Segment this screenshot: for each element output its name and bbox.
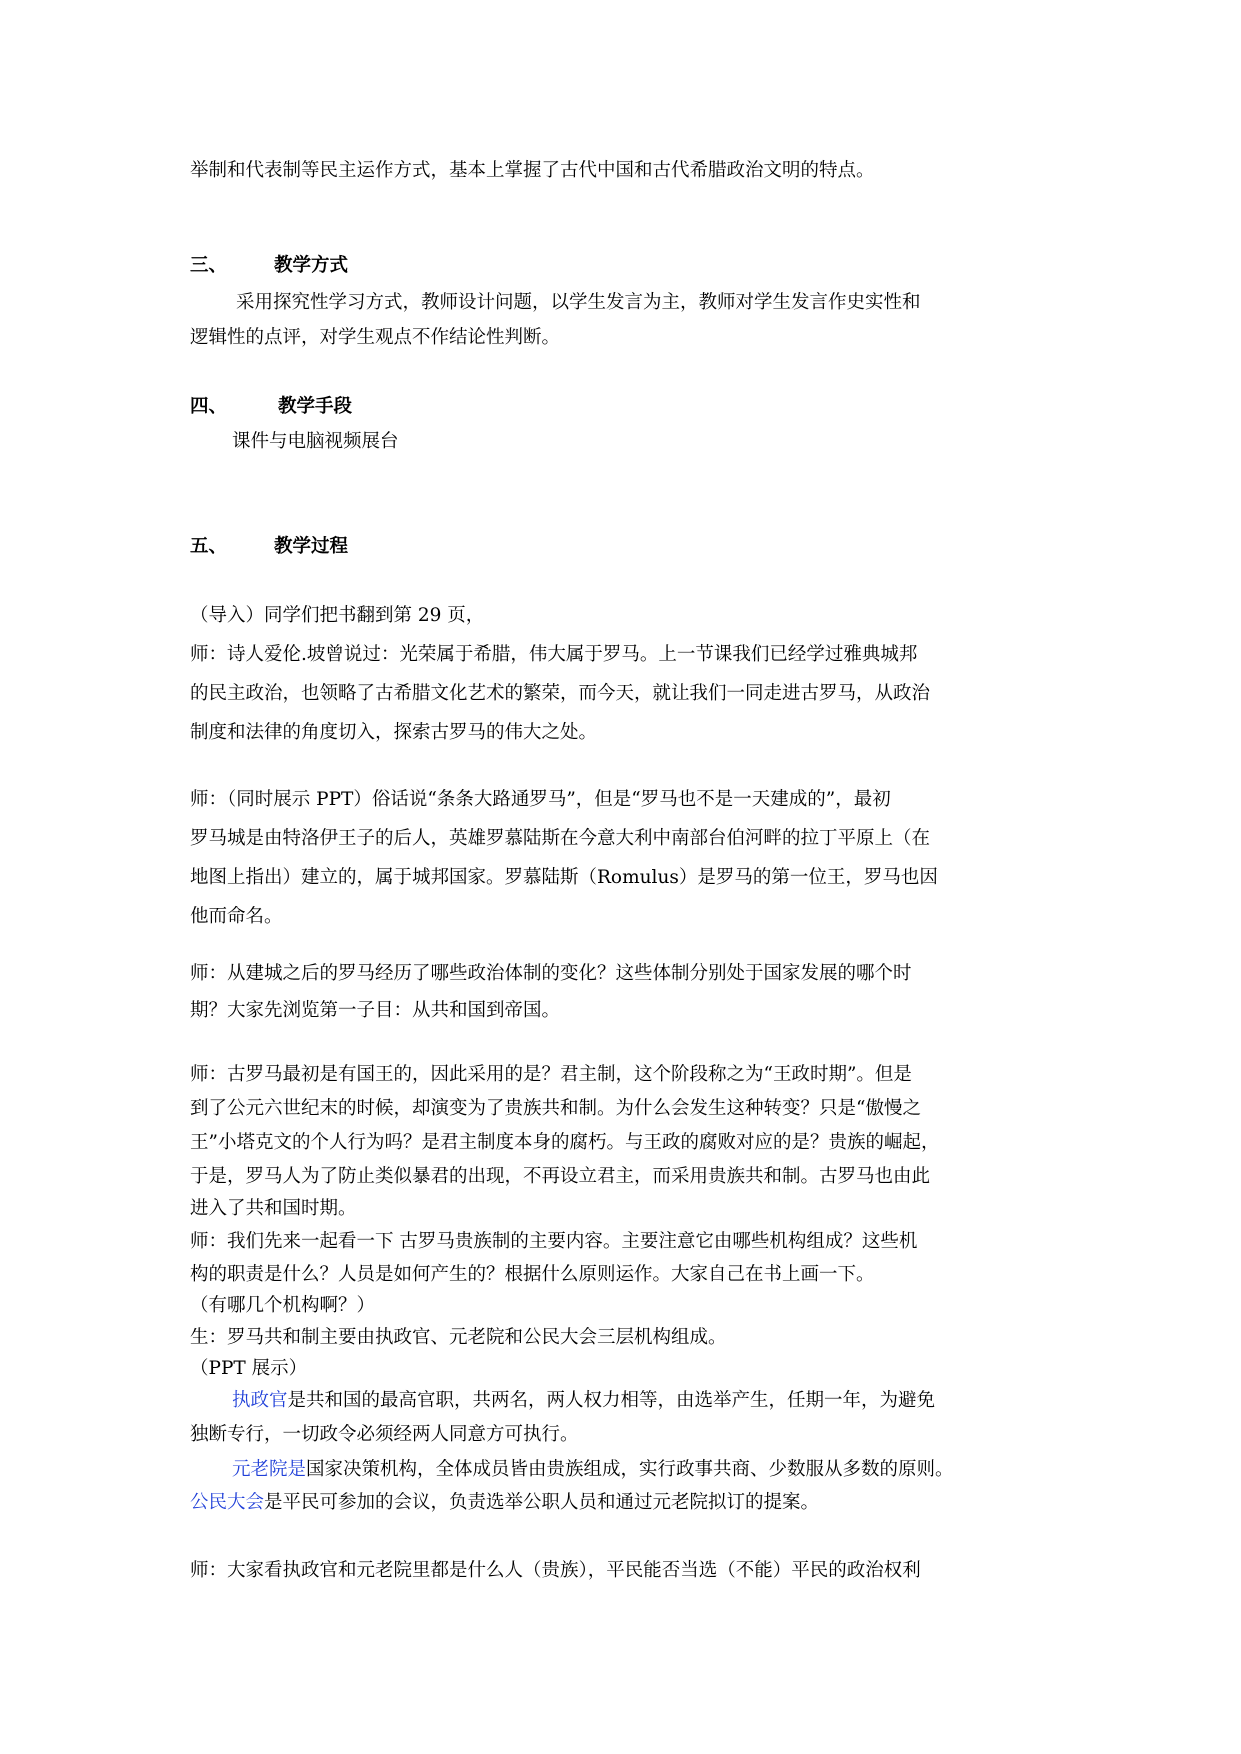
paragraph-line: 独断专行，一切政令必须经两人同意方可执行。	[190, 1424, 579, 1445]
term-highlight: 公民大会	[190, 1492, 265, 1513]
paragraph-line: 师：我们先来一起看一下 古罗马贵族制的主要内容。主要注意它由哪些机构组成？这些机	[190, 1231, 918, 1252]
section-heading-5	[190, 538, 348, 557]
paragraph-line: 进入了共和国时期。	[190, 1198, 357, 1219]
line-text: 是平民可参加的会议，负责选举公职人员和通过元老院拟订的提案。	[264, 1492, 820, 1513]
paragraph-line: 课件与电脑视频展台	[232, 431, 399, 452]
paragraph-line: 他而命名。	[190, 906, 283, 927]
section-number: 三、	[190, 255, 228, 276]
paragraph-line: （有哪几个机构啊？）	[190, 1295, 376, 1316]
paragraph-line: 举制和代表制等民主运作方式，基本上掌握了古代中国和古代希腊政治文明的特点。	[190, 160, 875, 181]
term-highlight: 元老院是	[232, 1459, 307, 1480]
paragraph-line: 到了公元六世纪末的时候，却演变为了贵族共和制。为什么会发生这种转变？只是“傲慢之	[190, 1098, 921, 1119]
paragraph-line: （PPT 展示）	[190, 1358, 308, 1379]
paragraph-line: 逻辑性的点评，对学生观点不作结论性判断。	[190, 327, 561, 348]
paragraph-line: 的民主政治，也领略了古希腊文化艺术的繁荣，而今天，就让我们一同走进古罗马，从政治	[190, 683, 931, 704]
paragraph-line: 师：从建城之后的罗马经历了哪些政治体制的变化？这些体制分别处于国家发展的哪个时	[190, 963, 912, 984]
section-title: 教学方式	[274, 255, 349, 276]
section-title: 教学过程	[274, 536, 349, 557]
paragraph-line: 制度和法律的角度切入，探索古罗马的伟大之处。	[190, 722, 598, 743]
paragraph-line	[190, 1494, 819, 1513]
section-number: 五、	[190, 536, 228, 557]
paragraph-line: 生：罗马共和制主要由执政官、元老院和公民大会三层机构组成。	[190, 1327, 727, 1348]
section-number: 四、	[190, 396, 228, 417]
paragraph-line: （导入）同学们把书翻到第 29 页，	[190, 605, 485, 626]
paragraph-line: 师：诗人爱伦.坡曾说过：光荣属于希腊，伟大属于罗马。上一节课我们已经学过雅典城邦	[190, 644, 918, 665]
paragraph-line: 期？大家先浏览第一子目：从共和国到帝国。	[190, 1000, 561, 1021]
paragraph-line: 王”小塔克文的个人行为吗？是君主制度本身的腐朽。与王政的腐败对应的是？贵族的崛起，	[190, 1132, 940, 1153]
paragraph-line: 师：古罗马最初是有国王的，因此采用的是？君主制，这个阶段称之为“王政时期”。但是	[190, 1064, 912, 1085]
paragraph-line: 罗马城是由特洛伊王子的后人，英雄罗慕陆斯在今意大利中南部台伯河畔的拉丁平原上（在	[190, 828, 931, 849]
paragraph-line	[232, 1392, 935, 1411]
section-title: 教学手段	[278, 396, 353, 417]
line-text: 是共和国的最高官职，共两名，两人权力相等，由选举产生，任期一年，为避免	[287, 1390, 936, 1411]
paragraph-line: 师：大家看执政官和元老院里都是什么人（贵族），平民能否当选（不能）平民的政治权利	[190, 1560, 921, 1581]
paragraph-line: 于是，罗马人为了防止类似暴君的出现，不再设立君主，而采用贵族共和制。古罗马也由此	[190, 1166, 931, 1187]
paragraph-line: 地图上指出）建立的，属于城邦国家。罗慕陆斯（Romulus）是罗马的第一位王，罗马也因	[190, 867, 938, 888]
line-text: 国家决策机构，全体成员皆由贵族组成，实行政事共商、少数服从多数的原则。	[306, 1459, 954, 1480]
paragraph-line: 构的职责是什么？人员是如何产生的？根据什么原则运作。大家自己在书上画一下。	[190, 1264, 875, 1285]
term-highlight: 执政官	[232, 1390, 288, 1411]
paragraph-line: 师：（同时展示 PPT）俗话说“条条大路通罗马”，但是“罗马也不是一天建成的”，最初	[190, 789, 891, 810]
paragraph-line	[232, 1461, 954, 1480]
section-heading-4	[190, 398, 352, 417]
section-heading-3	[190, 257, 348, 276]
paragraph-line: 采用探究性学习方式，教师设计问题，以学生发言为主，教师对学生发言作史实性和	[236, 292, 921, 313]
